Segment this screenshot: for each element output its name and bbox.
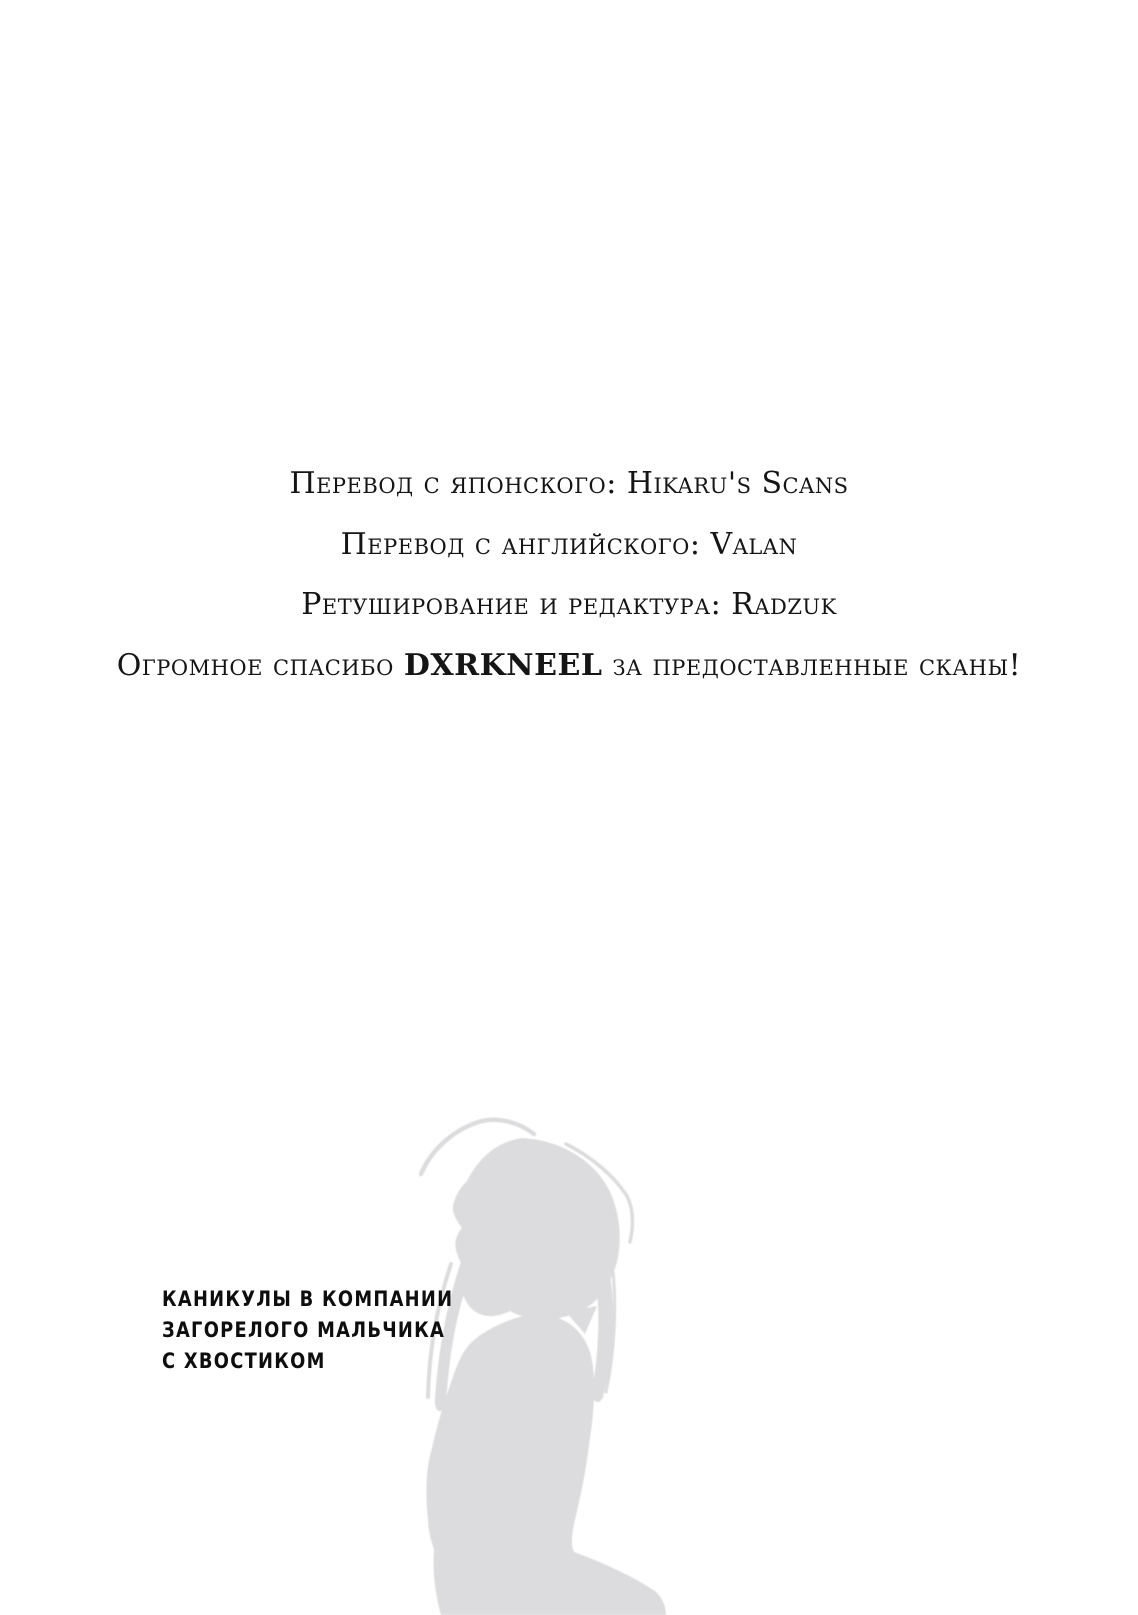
series-title-line-2: ЗАГОРЕЛОГО МАЛЬЧИКА <box>162 1318 446 1342</box>
thanks-prefix: Огромное спасибо <box>116 647 404 683</box>
series-title <box>162 1284 453 1377</box>
thanks-name: DXRKNEEL <box>403 647 603 683</box>
silhouette-body <box>426 1314 666 1615</box>
series-title-line-3: С ХВОСТИКОМ <box>162 1349 326 1373</box>
credit-text: Ретуширование и редактура: Radzuk <box>301 587 837 622</box>
silhouette-head <box>453 1138 620 1319</box>
credit-text: Перевод с английского: Valan <box>340 526 798 562</box>
thanks-suffix: за предоставленные сканы! <box>602 647 1022 683</box>
credit-text: Перевод с японского: Hikaru's Scans <box>289 466 849 501</box>
series-title-line-1: КАНИКУЛЫ В КОМПАНИИ <box>162 1287 454 1311</box>
